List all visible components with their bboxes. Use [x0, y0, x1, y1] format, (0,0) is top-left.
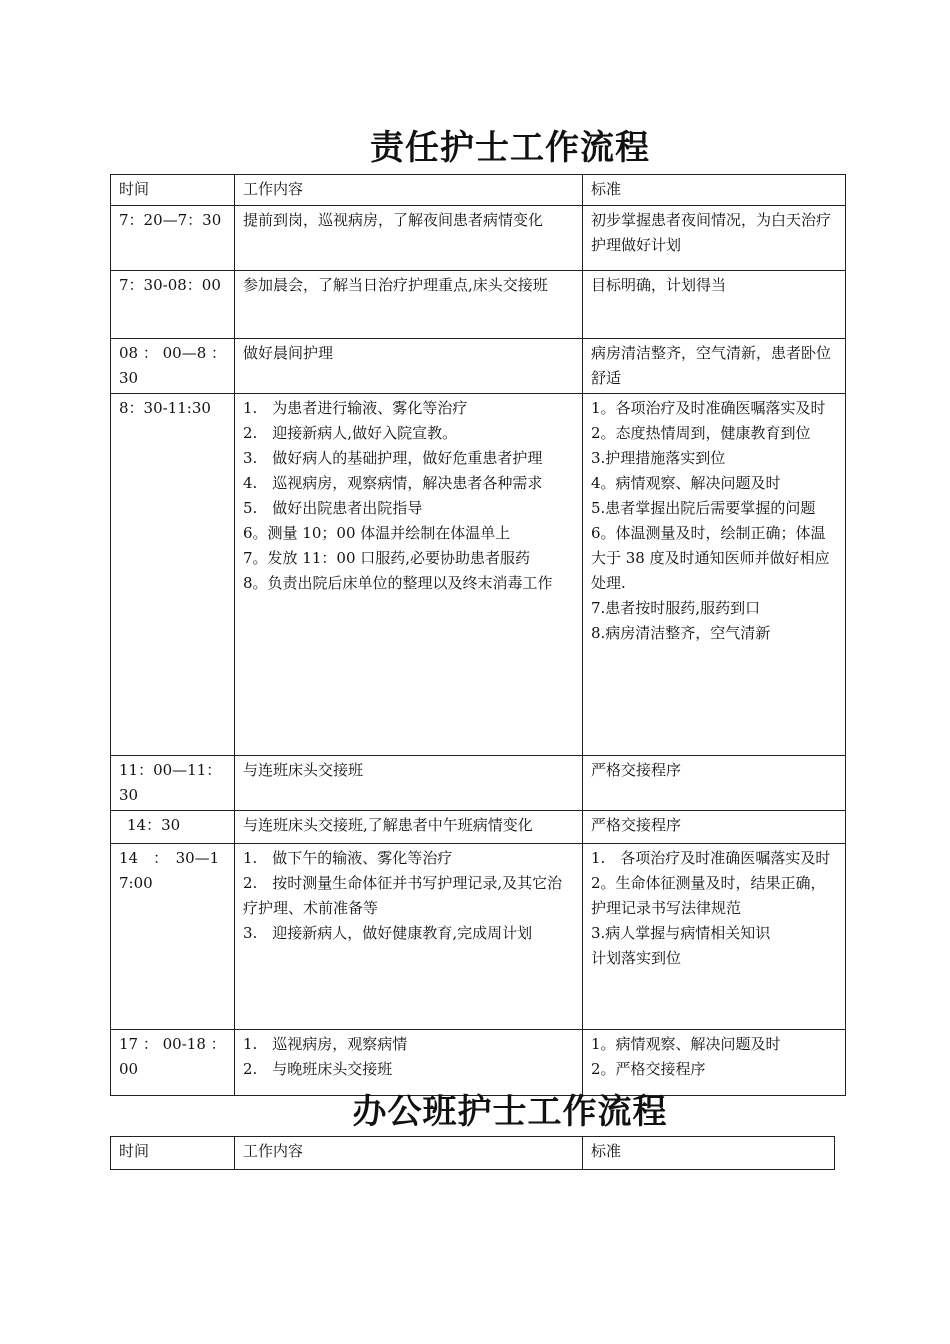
content-line: 3. 迎接新病人，做好健康教育,完成周计划 [243, 924, 533, 942]
content-line: 6。测量 10；00 体温并绘制在体温单上 [243, 524, 511, 542]
row-time: 17 ： 00-18 ： 00 [111, 1030, 235, 1096]
standard-line: 计划落实到位 [591, 949, 682, 967]
row-standard [583, 844, 846, 1030]
row-content [235, 271, 583, 339]
row-time: 7：20—7：30 [111, 206, 235, 271]
table-row [111, 339, 846, 394]
content-line: 参加晨会，了解当日治疗护理重点,床头交接班 [243, 276, 548, 294]
standard-line: 1。各项治疗及时准确医嘱落实及时 [591, 399, 826, 417]
standard-line: 1。病情观察、解决问题及时 [591, 1035, 781, 1053]
row-time: 14 ： 30—17:00 [111, 844, 235, 1030]
standard-line: 8.病房清洁整齐，空气清新 [591, 624, 771, 642]
standard-line: 2。生命体征测量及时，结果正确，护理记录书写法律规范 [591, 874, 826, 917]
header-standard: 标准 [583, 175, 846, 206]
standard-line: 5.患者掌握出院后需要掌握的问题 [591, 499, 816, 517]
row-standard [583, 339, 846, 394]
header-content: 工作内容 [235, 175, 583, 206]
standard-line: 6。体温测量及时，绘制正确；体温大于 38 度及时通知医师并做好相应处理. [591, 524, 830, 592]
content-line: 与连班床头交接班,了解患者中午班病情变化 [243, 816, 533, 834]
page-title-office-nurse-workflow: 办公班护士工作流程 [352, 1092, 668, 1132]
row-time: 08 ： 00—8 ： 30 [111, 339, 235, 394]
row-standard [583, 206, 846, 271]
standard-line: 病房清洁整齐，空气清新，患者卧位舒适 [591, 344, 832, 387]
table-row [111, 756, 846, 811]
content-line: 1. 做下午的输液、雾化等治疗 [243, 849, 453, 867]
standard-line: 2。态度热情周到，健康教育到位 [591, 424, 811, 442]
row-content [235, 756, 583, 811]
standard-line: 7.患者按时服药,服药到口 [591, 599, 761, 617]
content-line: 1. 为患者进行输液、雾化等治疗 [243, 399, 468, 417]
content-line: 7。发放 11：00 口服药,必要协助患者服药 [243, 549, 531, 567]
office-nurse-workflow-table [110, 1136, 835, 1170]
header-standard: 标准 [583, 1137, 835, 1170]
row-content [235, 1030, 583, 1096]
content-line: 3. 做好病人的基础护理，做好危重患者护理 [243, 449, 543, 467]
row-standard [583, 811, 846, 844]
standard-line: 3.病人掌握与病情相关知识 [591, 924, 771, 942]
row-time: 14：30 [111, 811, 235, 844]
table-header-row [111, 175, 846, 206]
table-row [111, 811, 846, 844]
header-time: 时间 [111, 175, 235, 206]
content-line: 2. 按时测量生命体征并书写护理记录,及其它治疗护理、术前准备等 [243, 874, 563, 917]
row-standard [583, 1030, 846, 1096]
content-line: 8。负责出院后床单位的整理以及终末消毒工作 [243, 574, 553, 592]
standard-line: 2。严格交接程序 [591, 1060, 706, 1078]
table-row [111, 1030, 846, 1096]
row-content [235, 811, 583, 844]
table-row [111, 844, 846, 1030]
table-row [111, 271, 846, 339]
row-standard [583, 756, 846, 811]
table-row [111, 394, 846, 756]
content-line: 2. 迎接新病人,做好入院宣教。 [243, 424, 458, 442]
standard-line: 严格交接程序 [591, 816, 682, 834]
table-row [111, 206, 846, 271]
row-content [235, 206, 583, 271]
row-standard [583, 271, 846, 339]
content-line: 与连班床头交接班 [243, 761, 364, 779]
content-line: 1. 巡视病房，观察病情 [243, 1035, 408, 1053]
standard-line: 初步掌握患者夜间情况，为白天治疗护理做好计划 [591, 211, 832, 254]
standard-line: 4。病情观察、解决问题及时 [591, 474, 781, 492]
standard-line: 3.护理措施落实到位 [591, 449, 726, 467]
content-line: 5. 做好出院患者出院指导 [243, 499, 423, 517]
header-time: 时间 [111, 1137, 235, 1170]
row-content [235, 844, 583, 1030]
standard-line: 目标明确，计划得当 [591, 276, 727, 294]
standard-line: 严格交接程序 [591, 761, 682, 779]
header-content: 工作内容 [235, 1137, 583, 1170]
row-content [235, 339, 583, 394]
row-time: 11：00—11：30 [111, 756, 235, 811]
row-time: 8：30-11:30 [111, 394, 235, 756]
row-content [235, 394, 583, 756]
primary-nurse-workflow-table [110, 174, 846, 1096]
row-standard [583, 394, 846, 756]
content-line: 做好晨间护理 [243, 344, 334, 362]
content-line: 2. 与晚班床头交接班 [243, 1060, 393, 1078]
page-title-primary-nurse-workflow: 责任护士工作流程 [370, 128, 650, 168]
content-line: 提前到岗，巡视病房，了解夜间患者病情变化 [243, 211, 544, 229]
table-header-row [111, 1137, 835, 1170]
row-time: 7：30-08：00 [111, 271, 235, 339]
standard-line: 1. 各项治疗及时准确医嘱落实及时 [591, 849, 831, 867]
content-line: 4. 巡视病房，观察病情，解决患者各种需求 [243, 474, 543, 492]
